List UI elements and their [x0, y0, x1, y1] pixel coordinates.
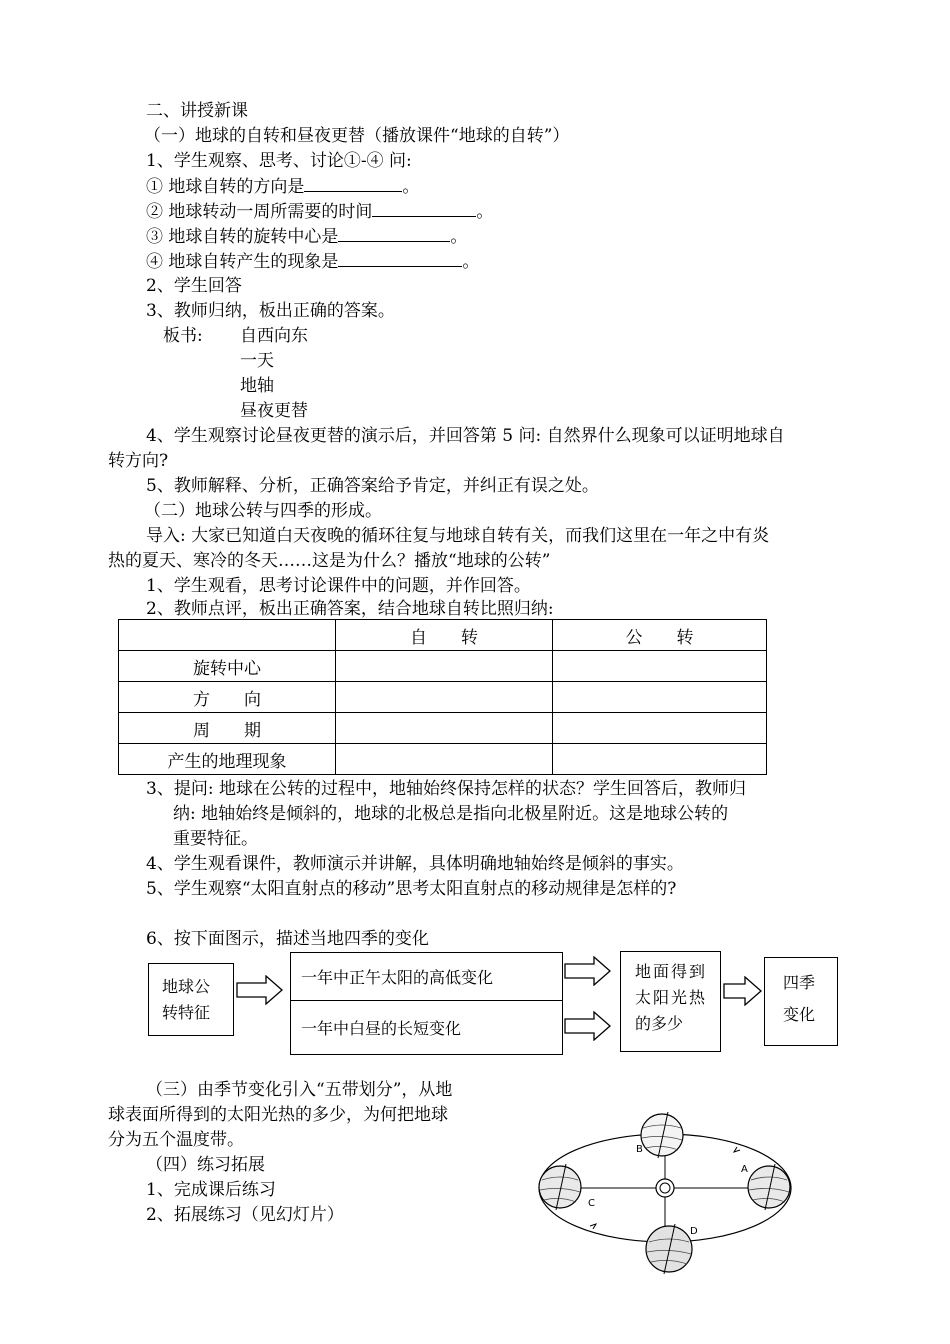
text-line: 3、提问: 地球在公转的过程中，地轴始终保持怎样的状态？学生回答后，教师归: [146, 779, 746, 799]
answer-blank[interactable]: [338, 251, 462, 267]
table-row: [119, 744, 767, 775]
board-item: 自西向东: [240, 326, 308, 346]
text-line: 球表面所得到的太阳光热的多少，为何把地球: [108, 1105, 448, 1125]
text-line: 1、学生观察、思考、讨论①-④ 问:: [146, 151, 412, 171]
answer-blank[interactable]: [372, 201, 476, 217]
sun-icon: [656, 1179, 674, 1197]
orbit-label: D: [690, 1226, 698, 1237]
table-header: 自 转: [336, 620, 553, 651]
row-label: 旋转中心: [119, 651, 336, 682]
flow-text: 转特征: [162, 1003, 211, 1022]
text-line: 3、教师归纳，板出正确的答案。: [146, 301, 395, 321]
text-line: 5、教师解释、分析，正确答案给予肯定，并纠正有误之处。: [146, 476, 599, 496]
arrow-right-icon: [236, 975, 284, 1005]
earth-globe-icon: [646, 1224, 692, 1274]
text-line: 1、完成课后练习: [146, 1180, 276, 1200]
text-line: 2、学生回答: [146, 276, 242, 296]
orbit-arrow-icon: [734, 1147, 740, 1152]
question-1: ① 地球自转的方向是 。: [146, 177, 420, 197]
table-cell[interactable]: [553, 713, 767, 744]
board-label: 板书:: [163, 326, 203, 346]
flow-text: 地面得到: [635, 962, 708, 981]
table-row: [119, 713, 767, 744]
flow-box-season-change: [764, 957, 838, 1046]
board-item: 地轴: [240, 376, 274, 396]
text-line: 转方向?: [108, 451, 169, 471]
flow-box-solar-heat: [620, 951, 721, 1052]
arrow-right-icon: [564, 956, 612, 986]
subsection-heading: （三）由季节变化引入“五带划分”，从地: [146, 1080, 453, 1100]
answer-blank[interactable]: [304, 176, 402, 192]
text-line: 纳: 地轴始终是倾斜的，地球的北极总是指向北极星附近。这是地球公转的: [173, 804, 729, 824]
subsection-heading: （二）地球公转与四季的形成。: [144, 501, 382, 521]
table-row: [119, 651, 767, 682]
comparison-table: [118, 619, 767, 775]
flow-text: 一年中正午太阳的高低变化: [301, 968, 494, 987]
question-2: ② 地球转动一周所需要的时间 。: [146, 202, 494, 222]
text-line: 5、学生观察“太阳直射点的移动”思考太阳直射点的移动规律是怎样的?: [146, 879, 677, 899]
flow-text: 一年中白昼的长短变化: [301, 1019, 462, 1038]
table-row: [119, 682, 767, 713]
arrow-right-icon: [723, 976, 763, 1006]
text-line: 导入: 大家已知道白天夜晚的循环往复与地球自转有关，而我们这里在一年之中有炎: [146, 526, 770, 546]
flow-text: 地球公: [162, 977, 211, 996]
board-item: 一天: [240, 351, 274, 371]
question-4: ④ 地球自转产生的现象是 。: [146, 252, 480, 272]
table-cell[interactable]: [553, 682, 767, 713]
flow-box-orbit-feature: [148, 963, 234, 1036]
table-header: [119, 620, 336, 651]
text-line: 2、拓展练习（见幻灯片）: [146, 1205, 344, 1225]
flow-box-factors: [290, 952, 563, 1055]
subsection-heading: （四）练习拓展: [146, 1155, 265, 1175]
answer-blank[interactable]: [338, 226, 450, 242]
table-header-row: [119, 620, 767, 651]
orbit-label: C: [588, 1198, 595, 1209]
flow-text: 太阳光热: [635, 988, 708, 1007]
orbit-label: B: [636, 1144, 643, 1155]
divider: [291, 1000, 562, 1001]
row-label: 周 期: [119, 713, 336, 744]
earth-globe-icon: [641, 1112, 683, 1158]
text-line: 热的夏天、寒冷的冬天……这是为什么？播放“地球的公转”: [108, 551, 551, 571]
text-line: 4、学生观察讨论昼夜更替的演示后，并回答第 5 问: 自然界什么现象可以证明地球自: [146, 426, 785, 446]
flow-text: 的多少: [635, 1014, 684, 1033]
earth-globe-icon: [748, 1164, 790, 1210]
table-header: 公 转: [553, 620, 767, 651]
flow-text: 四季: [783, 973, 816, 992]
text-line: 4、学生观看课件，教师演示并讲解，具体明确地轴始终是倾斜的事实。: [146, 854, 684, 874]
question-3: ③ 地球自转的旋转中心是 。: [146, 227, 468, 247]
text-line: 1、学生观看，思考讨论课件中的问题，并作回答。: [146, 576, 531, 596]
subsection-heading: （一）地球的自转和昼夜更替（播放课件“地球的自转”）: [144, 126, 570, 146]
arrow-right-icon: [564, 1011, 612, 1041]
table-cell[interactable]: [336, 682, 553, 713]
text-line: 分为五个温度带。: [108, 1130, 244, 1150]
table-cell[interactable]: [336, 651, 553, 682]
section-heading: 二、讲授新课: [146, 101, 248, 121]
text-line: 2、教师点评，板出正确答案，结合地球自转比照归纳:: [146, 599, 554, 619]
row-label: 产生的地理现象: [119, 744, 336, 775]
earth-orbit-diagram: [530, 1108, 800, 1284]
row-label: 方 向: [119, 682, 336, 713]
table-cell[interactable]: [336, 713, 553, 744]
table-cell[interactable]: [336, 744, 553, 775]
orbit-arrow-icon: [590, 1224, 596, 1229]
orbit-label: A: [741, 1164, 748, 1175]
table-cell[interactable]: [553, 744, 767, 775]
text-line: 6、按下面图示，描述当地四季的变化: [146, 929, 429, 949]
text-line: 重要特征。: [173, 829, 258, 849]
flow-text: 变化: [783, 1005, 816, 1024]
board-item: 昼夜更替: [240, 401, 308, 421]
table-cell[interactable]: [553, 651, 767, 682]
